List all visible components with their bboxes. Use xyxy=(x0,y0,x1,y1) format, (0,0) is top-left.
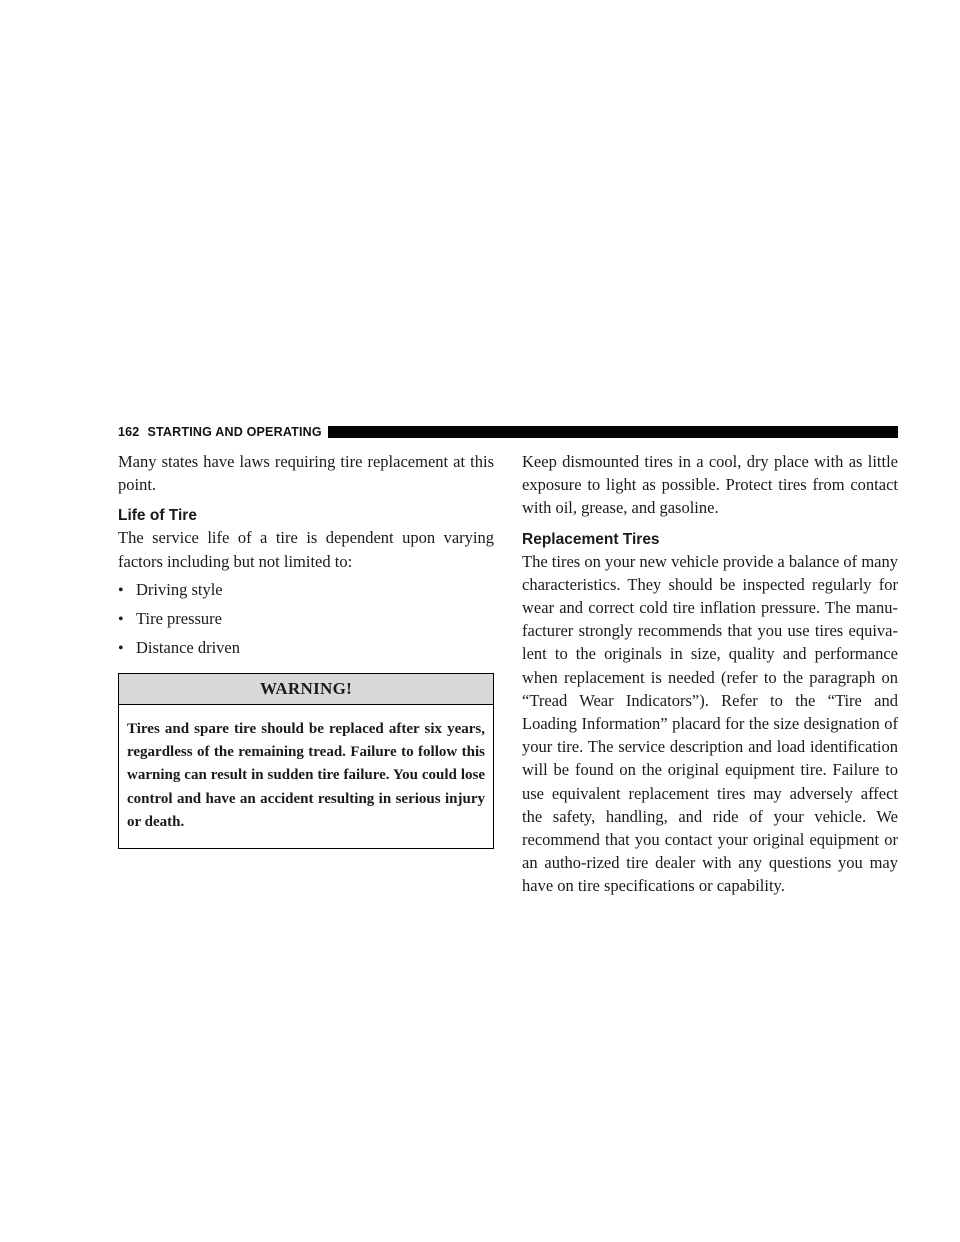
intro-paragraph: Many states have laws requiring tire replacement at this point. xyxy=(118,452,494,495)
storage-paragraph: Keep dismounted tires in a cool, dry place with as little exposure to light as possible. Protect tires from contact with oil, grease, and gasoline. xyxy=(522,452,898,518)
warning-title-bar xyxy=(119,674,493,705)
list-item-label: Distance driven xyxy=(136,637,241,657)
page-number: 162 xyxy=(118,425,140,439)
bullet-icon: • xyxy=(118,610,124,628)
list-item-label: Tire pressure xyxy=(136,608,223,628)
replacement-tires-paragraph: The tires on your new vehicle provide a balance of many characteristics. They should be inspected regularly for wear and correct cold tire inflation pressure. The manu-facturer strongly recommends that you use tires equiva-lent to the originals in size, quality and performance when replacement is needed (refer to the paragraph on “Tread Wear Indicators”). Refer to the “Tire and Loading Information” placard for the size designation of your tire. The service description and load identification will be found on the original equipment tire. Failure to use equivalent replacement tires may adversely affect the safety, handling, and ride of your vehicle. We recommend that you contact your original equipment or an autho-rized tire dealer with any questions you may have on tire specifications or capability. xyxy=(522,551,898,896)
list-item xyxy=(118,580,494,601)
life-of-tire-paragraph: The service life of a tire is dependent upon varying factors including but not limited to: xyxy=(118,528,494,571)
header-rule xyxy=(328,426,898,438)
list-item xyxy=(118,609,494,630)
warning-title: WARNING! xyxy=(259,678,353,698)
page-header xyxy=(118,423,898,441)
right-column xyxy=(522,450,898,898)
replacement-tires-heading: Replacement Tires xyxy=(522,530,660,548)
bullet-icon: • xyxy=(118,581,124,599)
left-column xyxy=(118,450,494,849)
factor-list xyxy=(118,580,494,659)
life-of-tire-heading: Life of Tire xyxy=(118,507,197,525)
warning-text: Tires and spare tire should be replaced after six years, regardless of the remaining tread. Failure to follow this warning can result in sudden tire failure. You could lose control and have an accident resulting in serious injury or death. xyxy=(127,720,485,830)
list-item-label: Driving style xyxy=(136,579,223,599)
list-item xyxy=(118,638,494,659)
section-title: STARTING AND OPERATING xyxy=(147,425,322,439)
bullet-icon: • xyxy=(118,639,124,657)
warning-box xyxy=(118,673,494,849)
